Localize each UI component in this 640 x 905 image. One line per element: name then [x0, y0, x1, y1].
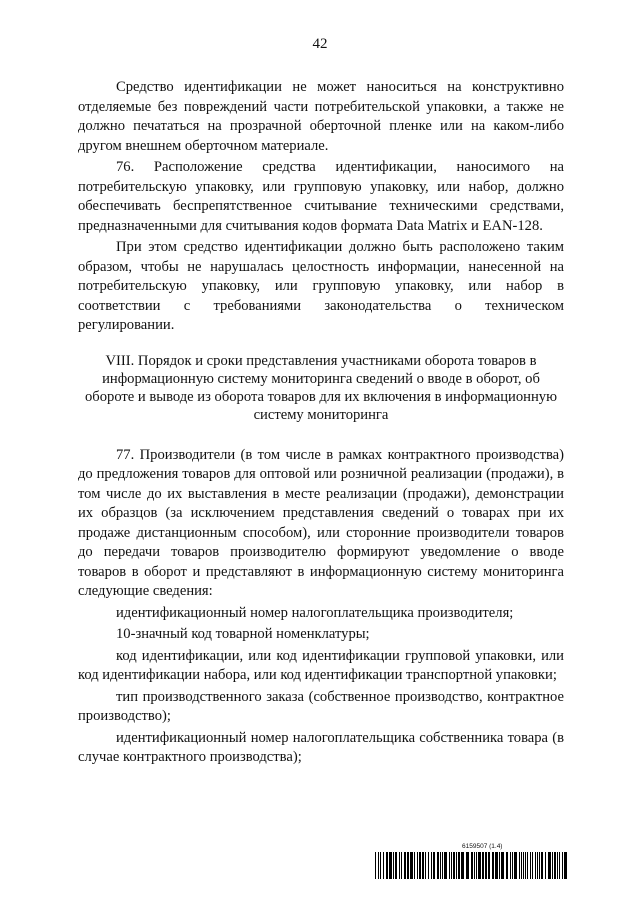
paragraph: идентификационный номер налогоплательщика собственника товара (в случае контрактного производства);: [78, 729, 564, 765]
section-heading: VIII. Порядок и сроки представления участниками оборота товаров в информационную систему мониторинга сведений о вводе в оборот, об обороте и выводе из оборота товаров для их включения в информационную систему мониторинга: [85, 352, 557, 423]
paragraph: При этом средство идентификации должно быть расположено таким образом, чтобы не нарушалась целостность информации, нанесенной на потребительскую упаковку, или групповую упаковку, или набор в соответствии с требованиями законодательства о техническом регулировании.: [78, 239, 564, 333]
paragraph: 76. Расположение средства идентификации, наносимого на потребительскую упаковку, или групповую упаковку, или набор, должно обеспечивать беспрепятственное считывание техническими средствами, предназначенными для считывания кодов формата Data Matrix и EAN-128.: [78, 159, 564, 234]
paragraph: 10-значный код товарной номенклатуры;: [116, 626, 370, 642]
paragraph: 77. Производители (в том числе в рамках контрактного производства) до предложения товаров для оптовой или розничной реализации (продажи), в том числе до их выставления в месте реализации (продажи), демонстрации их образцов (за исключением представления сведений о товарах при их продаже дистанционным способом), или сторонние производители товаров до передачи товаров производителю формируют уведомление о вводе товаров в оборот и представляют в информационную систему мониторинга следующие сведения:: [78, 446, 564, 599]
barcode-number: 6159507 (1.4): [462, 843, 503, 850]
paragraph: тип производственного заказа (собственное производство, контрактное производство);: [78, 688, 564, 724]
document-body: [78, 78, 564, 770]
paragraph: идентификационный номер налогоплательщика производителя;: [116, 604, 514, 621]
paragraph: код идентификации, или код идентификации групповой упаковки, или код идентификации набора, или код идентификации транспортной упаковки;: [78, 647, 564, 683]
paragraph: Средство идентификации не может наноситься на конструктивно отделяемые без повреждений части потребительской упаковки, а также не должно печататься на прозрачной оберточной пленке или на каком-либо другом внешнем оберточном материале.: [78, 79, 564, 154]
page-number: 42: [312, 36, 328, 52]
barcode-icon: [375, 852, 568, 879]
